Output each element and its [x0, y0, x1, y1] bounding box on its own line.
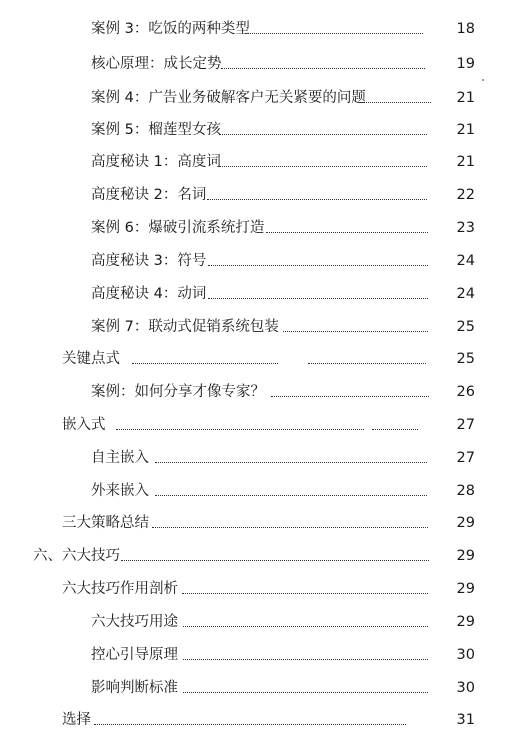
- dot-leader: [155, 495, 427, 496]
- toc-entry[interactable]: [91, 151, 475, 173]
- toc-entry[interactable]: [91, 677, 475, 699]
- toc-entry-label: 核心原理：成长定势: [91, 56, 222, 72]
- dot-leader: [219, 134, 427, 135]
- toc-entry-label: 案例：如何分享才像专家？: [91, 384, 265, 400]
- toc-entry-label: 案例 6：爆破引流系统打造: [91, 220, 265, 236]
- toc-entry[interactable]: [91, 480, 475, 502]
- toc-entry-label: 三大策略总结: [62, 515, 149, 531]
- toc-page-number: 22: [456, 187, 475, 203]
- toc-entry[interactable]: [91, 611, 475, 633]
- toc-entry-label: 案例 4：广告业务破解客户无关紧要的问题: [91, 90, 366, 106]
- dot-leader: [271, 396, 429, 397]
- toc-entry[interactable]: [62, 578, 475, 600]
- toc-entry[interactable]: [91, 184, 475, 206]
- toc-entry-label: 影响判断标准: [91, 680, 178, 696]
- dot-leader: [208, 265, 428, 266]
- toc-entry[interactable]: [91, 381, 475, 403]
- dot-leader: [283, 331, 428, 332]
- toc-entry[interactable]: [91, 87, 475, 109]
- toc-entry[interactable]: [91, 119, 475, 141]
- toc-entry-label: 控心引导原理: [91, 647, 178, 663]
- toc-entry-label: 高度秘诀 3：符号: [91, 253, 207, 269]
- dot-leader: [94, 724, 406, 725]
- toc-page-number: 29: [456, 581, 475, 597]
- dot-leader: [266, 232, 428, 233]
- toc-entry-label: 案例 7：联动式促销系统包装: [91, 319, 279, 335]
- toc-entry-label: 选择: [62, 712, 91, 728]
- dot-leader: [183, 692, 428, 693]
- toc-page-number: 26: [456, 384, 475, 400]
- toc-entry[interactable]: [62, 512, 475, 534]
- toc-entry-label: 案例 3：吃饭的两种类型: [91, 21, 250, 37]
- dot-leader: [182, 593, 428, 594]
- toc-page-number: 31: [456, 712, 475, 728]
- toc-entry[interactable]: [91, 18, 475, 40]
- toc-page-number: 27: [456, 417, 475, 433]
- toc-entry[interactable]: [91, 217, 475, 239]
- scan-speck: [482, 79, 484, 81]
- toc-entry[interactable]: [91, 53, 475, 75]
- toc-page-number: 25: [456, 351, 475, 367]
- dot-leader: [121, 560, 429, 561]
- toc-page-number: 30: [456, 680, 475, 696]
- toc-page-number: 29: [456, 614, 475, 630]
- dot-leader: [116, 429, 364, 430]
- toc-entry-label: 自主嵌入: [91, 450, 149, 466]
- dot-leader: [245, 33, 423, 34]
- toc-page-number: 21: [456, 154, 475, 170]
- toc-entry-label: 六、六大技巧: [33, 548, 120, 564]
- toc-page-number: 28: [456, 483, 475, 499]
- toc-entry-label: 关键点式: [62, 351, 120, 367]
- toc-entry-label: 嵌入式: [62, 417, 106, 433]
- toc-entry[interactable]: [33, 545, 475, 567]
- toc-entry[interactable]: [91, 316, 475, 338]
- dot-leader: [221, 68, 425, 69]
- toc-page-number: 29: [456, 515, 475, 531]
- toc-entry[interactable]: [91, 447, 475, 469]
- dot-leader: [308, 363, 426, 364]
- dot-leader: [155, 462, 427, 463]
- toc-page-number: 24: [456, 253, 475, 269]
- toc-page-number: 30: [456, 647, 475, 663]
- toc-entry[interactable]: [62, 348, 475, 370]
- dot-leader: [183, 626, 428, 627]
- toc-entry[interactable]: [91, 250, 475, 272]
- dot-leader: [372, 429, 418, 430]
- toc-entry[interactable]: [62, 414, 475, 436]
- toc-entry[interactable]: [62, 709, 475, 731]
- toc-entry[interactable]: [91, 644, 475, 666]
- toc-page-number: 25: [456, 319, 475, 335]
- toc-entry-label: 案例 5：榴莲型女孩: [91, 122, 221, 138]
- dot-leader: [152, 527, 428, 528]
- toc-entry-label: 外来嵌入: [91, 483, 149, 499]
- toc-entry-label: 高度秘诀 1：高度词: [91, 154, 221, 170]
- dot-leader: [208, 298, 428, 299]
- toc-page-number: 19: [456, 56, 475, 72]
- toc-page-number: 24: [456, 286, 475, 302]
- toc-entry-label: 六大技巧作用剖析: [62, 581, 178, 597]
- toc-entry[interactable]: [91, 283, 475, 305]
- toc-page-number: 29: [456, 548, 475, 564]
- dot-leader: [183, 659, 428, 660]
- dot-leader: [207, 199, 427, 200]
- toc-page-number: 21: [456, 90, 475, 106]
- toc-page-number: 18: [456, 21, 475, 37]
- dot-leader: [132, 363, 278, 364]
- toc-entry-label: 高度秘诀 4：动词: [91, 286, 207, 302]
- toc-entry-label: 高度秘诀 2：名词: [91, 187, 207, 203]
- toc-page-number: 23: [456, 220, 475, 236]
- toc-page-number: 27: [456, 450, 475, 466]
- dot-leader: [219, 166, 427, 167]
- toc-page-number: 21: [456, 122, 475, 138]
- toc-entry-label: 六大技巧用途: [91, 614, 178, 630]
- dot-leader: [359, 102, 431, 103]
